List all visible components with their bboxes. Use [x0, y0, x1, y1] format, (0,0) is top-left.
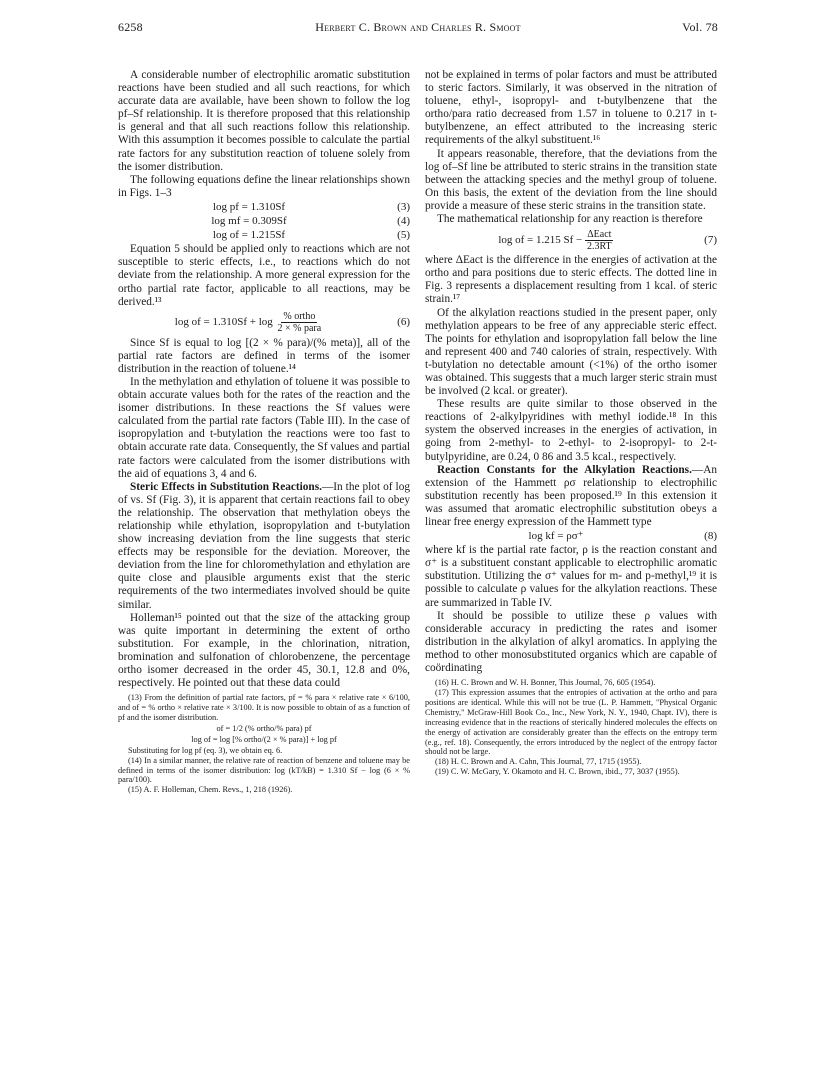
equation-6: [118, 310, 410, 336]
footnote-equation: log of = log [% ortho/(2 × % para)] + log pf: [191, 734, 337, 744]
footnote-14: (14) In a similar manner, the relative rate of reaction of benzene and toluene may be defined in terms of the isomer distribution: log (kT/kB) = 1.310 Sf − log (6 × % para/100).: [118, 755, 410, 785]
footnote-equation: of = 1/2 (% ortho/% para) pf: [216, 723, 312, 733]
equation-fraction: [276, 311, 324, 334]
fraction-numerator: ΔEact: [587, 228, 612, 240]
equation-number: (7): [704, 233, 717, 246]
footnotes: [425, 678, 717, 777]
equation-number: (4): [397, 215, 410, 228]
footnote-15: (15) A. F. Holleman, Chem. Revs., 1, 218 (1926).: [128, 785, 293, 795]
running-title-authors: Herbert C. Brown and Charles R. Smoot: [315, 20, 521, 34]
fraction-numerator: % ortho: [283, 311, 316, 323]
left-column: [118, 69, 410, 795]
paragraph-text: —In the plot of log of vs. Sf (Fig. 3), it is apparent that certain reactions fail to obey the relationship. The observation that methylation obeys the relationship while ethylation, isopropylation and t-butylation show increasing deviation from the line suggests that steric effects may be responsible for the deviation. Moreover, the deviation from the line for chloromethylation and ethylation are quite close and plausible arguments exist that the steric requirements of the two intermediates involved should be quite similar.: [118, 480, 410, 611]
paragraph: [425, 464, 717, 529]
paragraph: It should be possible to utilize these ρ values with considerable accuracy in predicting the rates and isomer distribution in the alkylation of alkyl aromatics. In applying the method to other monosubstituted organics which are capable of coördinating: [425, 609, 717, 675]
paragraph: not be explained in terms of polar factors and must be attributed to steric factors. Similarly, it was observed in the nitration of toluene, ethyl-, isopropyl- and t-butylbenzene that the ortho/para ratio decreased from 1.57 in toluene to 0.217 in t-butylbenzene, an effect attributed to the increasing steric requirements of the alkyl substituent.¹⁶: [425, 69, 717, 147]
right-column: [425, 69, 717, 777]
paragraph: Since Sf is equal to log [(2 × % para)/(% meta)], all of the partial rate factors are defined in terms of the isomer distribution in the reaction of toluene.¹⁴: [118, 336, 410, 375]
equation-4: [118, 215, 410, 228]
equation-body: [425, 229, 687, 252]
equation-number: (6): [397, 316, 410, 329]
equation-number: (3): [397, 200, 410, 213]
section-heading: Reaction Constants for the Alkylation Reactions.: [437, 463, 692, 476]
equation-left-side: log of = 1.310Sf + log: [174, 316, 273, 329]
volume-label: Vol. 78: [682, 20, 718, 34]
equation-number: (8): [704, 530, 717, 543]
equation-body: log of = 1.215Sf: [212, 229, 286, 242]
equation-number: (5): [397, 229, 410, 242]
paragraph: The mathematical relationship for any reaction is therefore: [437, 213, 703, 226]
footnote-17: (17) This expression assumes that the entropies of activation at the ortho and para positions are identical. While this will not be true (L. P. Hammett, "Physical Organic Chemistry," McGraw-Hill Book Co., Inc., New York, N. Y., 1940, Chapt. IV), there is increasing evidence that in the reactions of sterically hindered molecules the effects on the energy of activation are considerably greater than the effects on the entropy term (e.g., ref. 18). Consequently, the errors introduced by the neglect of the entropy factor should not be large.: [425, 688, 717, 757]
paragraph: A considerable number of electrophilic aromatic substitution reactions have been studied and all such reactions, for which accurate data are available, have been shown to follow the log pf–Sf relationship. It is therefore proposed that this relationship is general and that all such reactions follow this relationship. With this assumption it becomes possible to calculate the partial rate factors for any substitution reaction of toluene solely from the isomer distribution.: [118, 69, 410, 173]
footnote-13: (13) From the definition of partial rate factors, pf = % para × relative rate × 6/100, and of = % ortho × relative rate × 3/100. It is now possible to obtain of as a function of pf and the isomer distribution.: [118, 693, 410, 723]
footnotes: [118, 693, 410, 795]
equation-8: [425, 530, 717, 543]
page-number: 6258: [118, 20, 143, 34]
footnote-16: (16) H. C. Brown and W. H. Bonner, This Journal, 76, 605 (1954).: [435, 678, 656, 688]
equation-body: log mf = 0.309Sf: [211, 215, 287, 228]
paragraph: Holleman¹⁵ pointed out that the size of the attacking group was quite important in determining the extent of ortho substitution. For example, in the chlorination, nitration, bromination and sulfonation of chlorobenzene, the percentage ortho isomer decreased in the order 45, 30.1, 12.8 and 0%, respectively. He pointed out that these data could: [118, 611, 410, 690]
paragraph: It appears reasonable, therefore, that the deviations from the log of–Sf line be attributed to steric strains in the transition state between the attacking species and the methyl group of toluene. On this basis, the extent of the deviation from the line should provide a measure of these steric strains in the transition state.: [425, 147, 717, 212]
fraction-denominator: 2.3RT: [586, 240, 612, 252]
equation-body: log kf = ρσ⁺: [528, 530, 584, 543]
equation-3: [118, 201, 410, 214]
footnote-text: Substituting for log pf (eq. 3), we obtain eq. 6.: [128, 745, 283, 755]
section-heading: Steric Effects in Substitution Reactions.: [130, 480, 322, 493]
paragraph: In the methylation and ethylation of toluene it was possible to obtain accurate values both for the rates of the reaction and the isomer distributions. In these reactions the Sf values were calculated from the partial rate factors (Table III). In the case of isopropylation and t-butylation the reactions were too fast to obtain accurate rate data. Consequently, the Sf values and partial rate factors were calculated from the isomer distributions with the aid of equations 3, 4 and 6.: [118, 375, 410, 480]
paragraph: The following equations define the linear relationships shown in Figs. 1–3: [118, 173, 410, 199]
equation-body: [118, 311, 380, 334]
paragraph: Equation 5 should be applied only to reactions which are not susceptible to steric effects, i.e., to reactions which do not deviate from the relationship. A more general expression for the ortho partial rate factor, applicable to all reactions, may be derived.¹³: [118, 243, 410, 308]
footnote-18: (18) H. C. Brown and A. Cahn, This Journal, 77, 1715 (1955).: [435, 757, 642, 767]
paragraph: where ΔEact is the difference in the energies of activation at the ortho and para positions due to steric effects. The dotted line in Fig. 3 represents a displacement resulting from 1 kcal. of steric strain.¹⁷: [425, 254, 717, 306]
paragraph: [118, 481, 410, 612]
fraction-denominator: 2 × % para: [277, 323, 322, 335]
equation-body: log pf = 1.310Sf: [212, 200, 286, 213]
footnote-19: (19) C. W. McGary, Y. Okamoto and H. C. Brown, ibid., 77, 3037 (1955).: [435, 767, 680, 777]
equation-fraction: [585, 229, 614, 252]
paragraph: Of the alkylation reactions studied in the present paper, only methylation appears to be free of any appreciable steric effect. The points for ethylation and isopropylation fall below the line and represent 400 and 740 calories of strain, respectively. With t-butylation no detectable amount (<1%) of the ortho isomer was obtained. This suggests that a much larger steric strain must be involved (2 kcal. or greater).: [425, 306, 717, 398]
paragraph: where kf is the partial rate factor, ρ is the reaction constant and σ⁺ is a substituent constant applicable to electrophilic aromatic substitution. Utilizing the σ⁺ values for m- and p-methyl,¹⁹ it is possible to calculate ρ values for the alkylation reactions. These are summarized in Table IV.: [425, 544, 717, 609]
equation-left-side: log of = 1.215 Sf −: [498, 233, 583, 246]
paragraph-text: —An extension of the Hammett ρσ relationship to electrophilic substitution recently has been proposed.¹⁹ In this extension it was assumed that aromatic electrophilic substitution obeys a linear free energy expression of the Hammett type: [425, 463, 717, 528]
paragraph: These results are quite similar to those observed in the reactions of 2-alkylpyridines with methyl iodide.¹⁸ In this system the observed increases in the energies of activation, in going from 2-methyl- to 2-ethyl- to 2-isopropyl- to 2-t-butylpyridine, are 0.24, 0 86 and 3.5 kcal., respectively.: [425, 398, 717, 463]
equation-5: [118, 229, 410, 242]
equation-7: [425, 227, 717, 253]
